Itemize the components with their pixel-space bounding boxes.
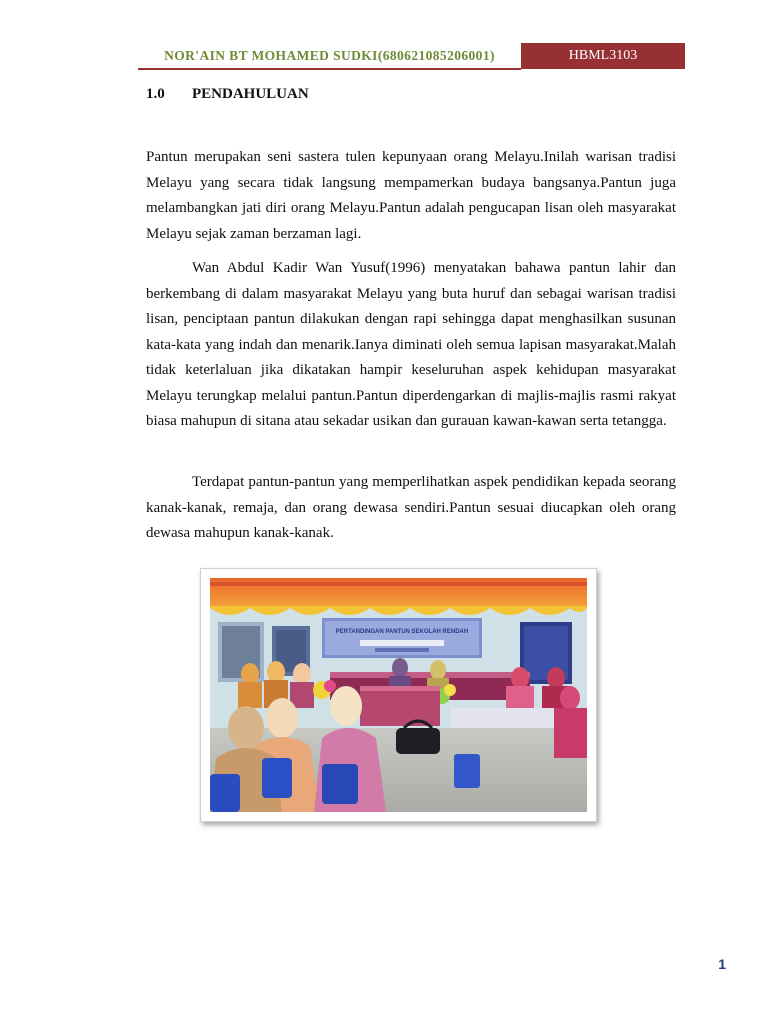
header-author: NOR'AIN BT MOHAMED SUDKI(680621085206001) [164, 48, 495, 63]
section-heading [146, 86, 309, 103]
paragraph-pendidikan: Terdapat pantun-pantun yang memperlihatkan aspek pendidikan kepada seorang kanak-kanak, remaja, dan orang dewasa sendiri.Pantun sesuai diucapkan oleh orang dewasa mahupun kanak-kanak. [146, 474, 676, 541]
paragraph-intro: Pantun merupakan seni sastera tulen kepunyaan orang Melayu.Inilah warisan tradisi Melayu yang secara tidak langsung mempamerkan budaya bangsanya.Pantun juga melambangkan jati diri orang Melayu.Pantun adalah pengucapan lisan oleh masyarakat Melayu sejak zaman berzaman lagi. [146, 149, 676, 242]
banner-text: PERTANDINGAN PANTUN SEKOLAH RENDAH [335, 629, 469, 635]
event-photo-illustration [210, 578, 587, 812]
event-photo [210, 578, 587, 812]
header-rule [138, 68, 521, 70]
header-course-code: HBML3103 [521, 43, 685, 69]
section-title: PENDAHULUAN [192, 86, 309, 102]
page-number: 1 [718, 956, 726, 972]
photo-frame [200, 568, 597, 822]
section-number: 1.0 [146, 86, 165, 102]
paragraph-wan-abdul-kadir: Wan Abdul Kadir Wan Yusuf(1996) menyatakan bahawa pantun lahir dan berkembang di dalam masyarakat Melayu yang buta huruf dan sebagai warisan tradisi lisan, penciptaan pantun dilakukan dengan rapi sehingga dapat menghasilkan susunan kata-kata yang indah dan menarik.Ianya diminati oleh semua lapisan masyarakat.Malah tidak keterlaluan jika dikatakan hampir keseluruhan aspek kehidupan masyarakat Melayu terungkap melalui pantun.Pantun diperdengarkan di majlis-majlis rasmi rakyat biasa mahupun di sitana atau sekadar usikan dan gurauan kawan-kawan serta tetangga. [146, 260, 676, 429]
page-header [138, 43, 685, 69]
